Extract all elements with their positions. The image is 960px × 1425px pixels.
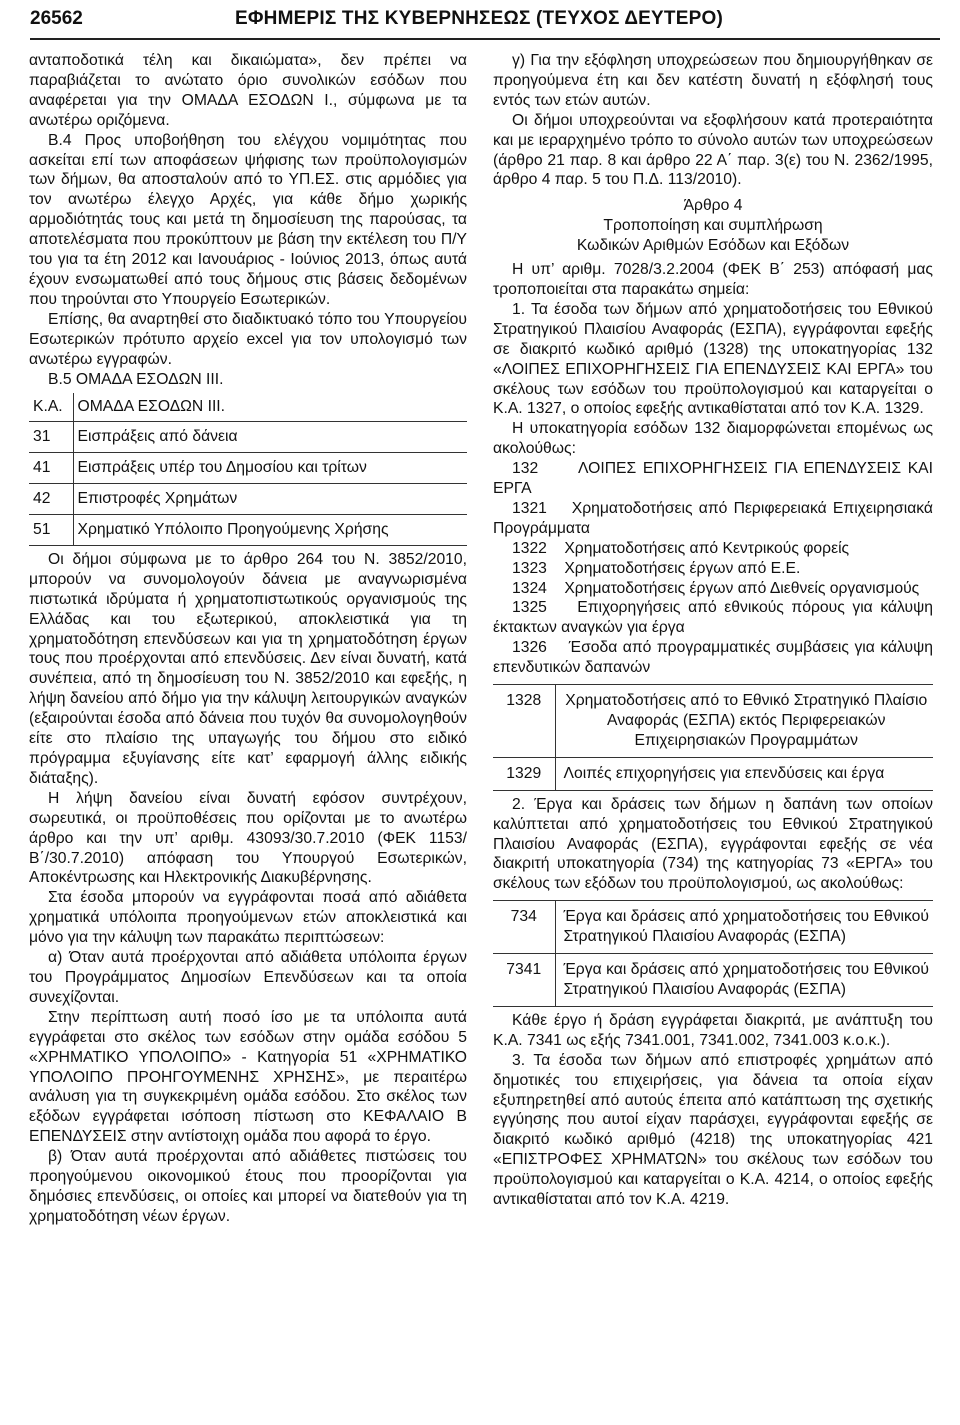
article-subtitle-2: Κωδικών Αριθμών Εσόδων και Εξόδων — [576, 237, 850, 255]
code-number: 1322 — [512, 539, 547, 557]
code-label: Χρηματοδοτήσεις έργων από Ε.Ε. — [564, 559, 801, 577]
table-cell-code: 41 — [29, 453, 73, 484]
right-paragraph-2: Οι δήμοι υποχρεούνται να εξοφλήσουν κατά προτεραιότητα και με ιεραρχημένο τρόπο το σύνολο αυτών των υποχρεώσεων (άρθρο 21 παρ. 8 και άρθρο 22 Α΄ παρ. 3(ε) του Ν. 2362/1995, άρθρο 4 παρ. 5 του Π.Δ. 113/2010). — [493, 111, 933, 189]
left-paragraph-6: Η λήψη δανείου είναι δυνατή εφόσον συντρέχουν, σωρευτικά, οι προϋποθέσεις που ορίζονται με το ανωτέρω άρθρο και την υπ’ αριθμ. 43093/30.7.2010 (ΦΕΚ 1153/Β΄/30.7.2010) απόφαση του Υπουργού Εσωτερικών, Αποκέντρωσης και Ηλεκτρονικής Διακυβέρνησης. — [29, 789, 467, 887]
right-paragraph-7: Κάθε έργο ή δράση εγγράφεται διακριτά, με ανάπτυξη του Κ.Α. 7341 ως εξής 7341.001, 7341.002, 7341.003 κ.ο.κ.). — [493, 1011, 933, 1049]
list-item — [493, 459, 933, 499]
right-paragraph-1: γ) Για την εξόφληση υποχρεώσεων που δημιουργήθηκαν σε προηγούμενα έτη και δεν κατέστη δυνατή η εξόφλησή τους εντός των ετών αυτών. — [493, 52, 933, 109]
box-label: Έργα και δράσεις από χρηματοδοτήσεις του Εθνικού Στρατηγικού Πλαισίου Αναφοράς (ΕΣΠΑ) — [555, 954, 933, 1007]
table-cell-label: Εισπράξεις υπέρ του Δημοσίου και τρίτων — [73, 453, 467, 484]
box-label: Χρηματοδοτήσεις από το Εθνικό Στρατηγικό Πλαίσιο Αναφοράς (ΕΣΠΑ) εκτός Περιφερειακών Επιχειρησιακών Προγραμμάτων — [555, 685, 933, 758]
table-row — [493, 757, 933, 790]
section-heading-b5: Β.5 ΟΜΑΔΑ ΕΣΟΔΩΝ ΙΙΙ. — [48, 370, 224, 388]
box-label: Έργα και δράσεις από χρηματοδοτήσεις του Εθνικού Στρατηγικού Πλαισίου Αναφοράς (ΕΣΠΑ) — [555, 901, 933, 954]
box-code: 734 — [493, 901, 555, 954]
left-paragraph-2: Β.4 Προς υποβοήθηση του ελέγχου νομιμότητας που ασκείται επί των αποφάσεων ψήφισης των προϋπολογισμών των δήμων, θα αποσταλούν από το ΥΠ.ΕΣ. στις αρμόδιες για τον ανωτέρω έλεγχο Αρχές, για κάθε δήμο χωρικής αρμοδιότητάς τους και μετά τη δημοσίευση της παρούσας, τα αποτελέσματα που προκύπτουν με βάση την εκτέλεση του Π/Υ του για τα έτη 2012 και Ιανουάριος - Ιούνιος 2013, όπως αυτά έχουν ενσωματωθεί από τους δήμους στις βάσεις δεδομένων που τηρούνται στο Υπουργείο Εσωτερικών. — [29, 131, 467, 308]
code-number: 1323 — [512, 559, 547, 577]
code-number: 1326 — [512, 639, 547, 657]
table-cell-code: 42 — [29, 484, 73, 515]
left-paragraph-10: β) Όταν αυτά προέρχονται από αδιάθετες πιστώσεις του προηγούμενου οικονομικού έτους που προορίζονται για δημόσιες επενδύσεις, οι οποίες και μπορεί να διατεθούν για τη χρηματοδότηση νέων έργων. — [29, 1148, 467, 1225]
code-number: 132 — [512, 460, 539, 478]
article-title: Άρθρο 4 — [683, 197, 743, 215]
right-paragraph-8: 3. Τα έσοδα των δήμων από επιστροφές χρημάτων από δημοτικές του επιχειρήσεις, για δάνεια τα οποία είχαν εξυπηρετηθεί από αυτούς έπειτα από κατάπτωση της σχετικής εγγύησης που αυτοί είχαν παράσχει, εγγράφονται εφεξής σε διακριτό κωδικό αριθμό (4218) της υποκατηγορίας 421 «ΕΠΙΣΤΡΟΦΕΣ ΧΡΗΜΑΤΩΝ» του σκέλους των εσόδων του προϋπολογισμού και καταργείται ο Κ.Α. 4214, ο οποίος εφεξής αντικαθίσταται από τον Κ.Α. 4219. — [493, 1051, 933, 1209]
code-box-1328 — [493, 684, 933, 791]
right-paragraph-4: 1. Τα έσοδα των δήμων από χρηματοδοτήσεις του Εθνικού Στρατηγικού Πλαισίου Αναφοράς (ΕΣΠΑ), εγγράφονται εφεξής σε διακριτό κωδικό αριθμό (1328) της υποκατηγορίας 132 «ΛΟΙΠΕΣ ΕΠΙΧΟΡΗΓΗΣΕΙΣ ΓΙΑ ΕΠΕΝΔΥΣΕΙΣ ΚΑΙ ΕΡΓΑ» του σκέλους των εσόδων του προϋπολογισμού και καταργείται ο Κ.Α. 1327, ο οποίος εφεξής αντικαθίσταται από τον Κ.Α. 1329. — [493, 300, 933, 418]
table-row — [29, 422, 467, 453]
code-label: Επιχορηγήσεις από εθνικούς πόρους για κάλυψη έκτακτων αναγκών για έργα — [493, 599, 934, 637]
table-cell-label: Εισπράξεις από δάνεια — [73, 422, 467, 453]
list-item — [493, 539, 933, 559]
right-paragraph-6: 2. Έργα και δράσεις των δήμων η δαπάνη των οποίων καλύπτεται από χρηματοδοτήσεις του Εθνικού Στρατηγικού Πλαισίου Αναφοράς (ΕΣΠΑ), εγγράφονται εφεξής σε νέα διακριτή υποκατηγορία (734) της κατηγορίας 73 «ΕΡΓΑ» του σκέλους των εξόδων του προϋπολογισμού, ως ακολούθως: — [493, 795, 933, 893]
left-paragraph-8: α) Όταν αυτά προέρχονται από αδιάθετα υπόλοιπα έργων του Προγράμματος Δημοσίων Επενδύσεων και τα οποία συνεχίζονται. — [29, 949, 467, 1006]
code-box-734 — [493, 900, 933, 1007]
table-header-row — [29, 393, 467, 421]
code-number: 1325 — [512, 599, 547, 617]
table-cell-label: Χρηματικό Υπόλοιπο Προηγούμενης Χρήσης — [73, 515, 467, 546]
table-row — [29, 453, 467, 484]
left-paragraph-7: Στα έσοδα μπορούν να εγγράφονται ποσά από αδιάθετα χρηματικά υπόλοιπα προηγούμενων ετών αποκλειστικά και μόνο για την κάλυψη των παρακάτω περιπτώσεων: — [29, 889, 467, 947]
left-paragraph-9: Στην περίπτωση αυτή ποσό ίσο με τα υπόλοιπα αυτά εγγράφεται στο σκέλος των εσόδων στην ομάδα εσόδου 5 «ΧΡΗΜΑΤΙΚΟ ΥΠΟΛΟΙΠΟ» - Κατηγορία 51 «ΧΡΗΜΑΤΙΚΟ ΥΠΟΛΟΙΠΟ ΠΡΟΗΓΟΥΜΕΝΗΣ ΧΡΗΣΗΣ», με περαιτέρω ανάλυση για τη συγκεκριμένη ομάδα εσόδου. Στο σκέλος των εξόδων εγγράφεται ισόποση πίστωση στο ΚΕΦΑΛΑΙΟ Β ΕΠΕΝΔΥΣΕΙΣ στην αντίστοιχη ομάδα που αφορά το έργο. — [29, 1008, 467, 1146]
code-label: ΛΟΙΠΕΣ ΕΠΙΧΟΡΗΓΗΣΕΙΣ ΓΙΑ ΕΠΕΝΔΥΣΕΙΣ ΚΑΙ ΕΡΓΑ — [493, 460, 933, 498]
code-list — [493, 459, 933, 678]
table-cell-code: 31 — [29, 422, 73, 453]
list-item — [493, 499, 933, 539]
table-row — [493, 954, 933, 1007]
table-cell-label: Επιστροφές Χρημάτων — [73, 484, 467, 515]
left-paragraph-3: Επίσης, θα αναρτηθεί στο διαδικτυακό τόπο του Υπουργείου Εσωτερικών πρότυπο αρχείο excel για τον υπολογισμό των ανωτέρω εγγραφών. — [29, 310, 467, 368]
table-row — [29, 484, 467, 515]
code-label: Χρηματοδοτήσεις από Κεντρικούς φορείς — [564, 539, 850, 557]
revenue-group-table — [29, 393, 467, 546]
table-header-group: ΟΜΑΔΑ ΕΣΟΔΩΝ ΙΙΙ. — [77, 398, 226, 416]
code-label: Χρηματοδοτήσεις έργων από Διεθνείς οργανισμούς — [564, 579, 920, 597]
code-label: Χρηματοδοτήσεις από Περιφερειακά Επιχειρησιακά Προγράμματα — [493, 499, 933, 537]
page-header — [30, 6, 940, 40]
right-paragraph-3: Η υπ’ αριθμ. 7028/3.2.2004 (ΦΕΚ Β΄ 253) απόφασή μας τροποποιείται στα παρακάτω σημεία: — [493, 261, 933, 298]
box-code: 1329 — [493, 757, 555, 790]
table-header-code: Κ.Α. — [29, 393, 73, 421]
journal-title: ΕΦΗΜΕΡΙΣ ΤΗΣ ΚΥΒΕΡΝΗΣΕΩΣ (ΤΕΥΧΟΣ ΔΕΥΤΕΡΟ) — [235, 8, 723, 29]
box-label: Λοιπές επιχορηγήσεις για επενδύσεις και έργα — [555, 757, 933, 790]
box-code: 1328 — [493, 685, 555, 758]
left-column — [29, 51, 467, 1227]
table-row — [493, 901, 933, 954]
list-item — [493, 579, 933, 599]
page-number: 26562 — [30, 8, 83, 29]
left-paragraph-1: ανταποδοτικά τέλη και δικαιώματα», δεν πρέπει να παραβιάζεται το ανώτατο όριο συνολικών εσόδων που αναφέρεται για την ΟΜΑΔΑ ΕΣΟΔΩΝ Ι., σύμφωνα με τα ανωτέρω οριζόμενα. — [29, 52, 467, 129]
table-row — [29, 515, 467, 546]
list-item — [493, 638, 933, 678]
table-row — [493, 685, 933, 758]
list-item — [493, 559, 933, 579]
box-code: 7341 — [493, 954, 555, 1007]
left-paragraph-5: Οι δήμοι σύμφωνα με το άρθρο 264 του Ν. 3852/2010, μπορούν να συνομολογούν δάνεια με αναγνωρισμένα πιστωτικά ιδρύματα ή χρηματοπιστωτικούς οργανισμούς της Ελλάδας και του εξωτερικού, αποκλειστικά για τη χρηματοδότηση επενδύσεων και για τη χρηματοδότηση έργων τους που προέρχονται από επενδύσεις. Δεν είναι δυνατή, κατά συνέπεια, από τη δημοσίευση του Ν. 3852/2010 και εφεξής, η λήψη δανείου από δήμο για την κάλυψη λειτουργικών αναγκών (εξαιρούνται έσοδα από δάνεια που τυχόν θα συνομολογηθούν είτε στο πλαίσιο της υπαγωγής του δήμου στο ειδικό πρόγραμμα εξυγίανσης είτε κατ’ εφαρμογή άλλης ειδικής διάταξης). — [29, 550, 467, 787]
table-cell-code: 51 — [29, 515, 73, 546]
code-number: 1324 — [512, 579, 547, 597]
list-item — [493, 598, 933, 638]
code-number: 1321 — [512, 499, 547, 517]
code-label: Έσοδα από προγραμματικές συμβάσεις για κάλυψη επενδυτικών δαπανών — [493, 639, 933, 677]
right-column — [493, 51, 933, 1210]
article-subtitle-1: Τροποποίηση και συμπλήρωση — [603, 217, 823, 235]
right-paragraph-5: Η υποκατηγορία εσόδων 132 διαμορφώνεται επομένως ως ακολούθως: — [493, 420, 933, 458]
